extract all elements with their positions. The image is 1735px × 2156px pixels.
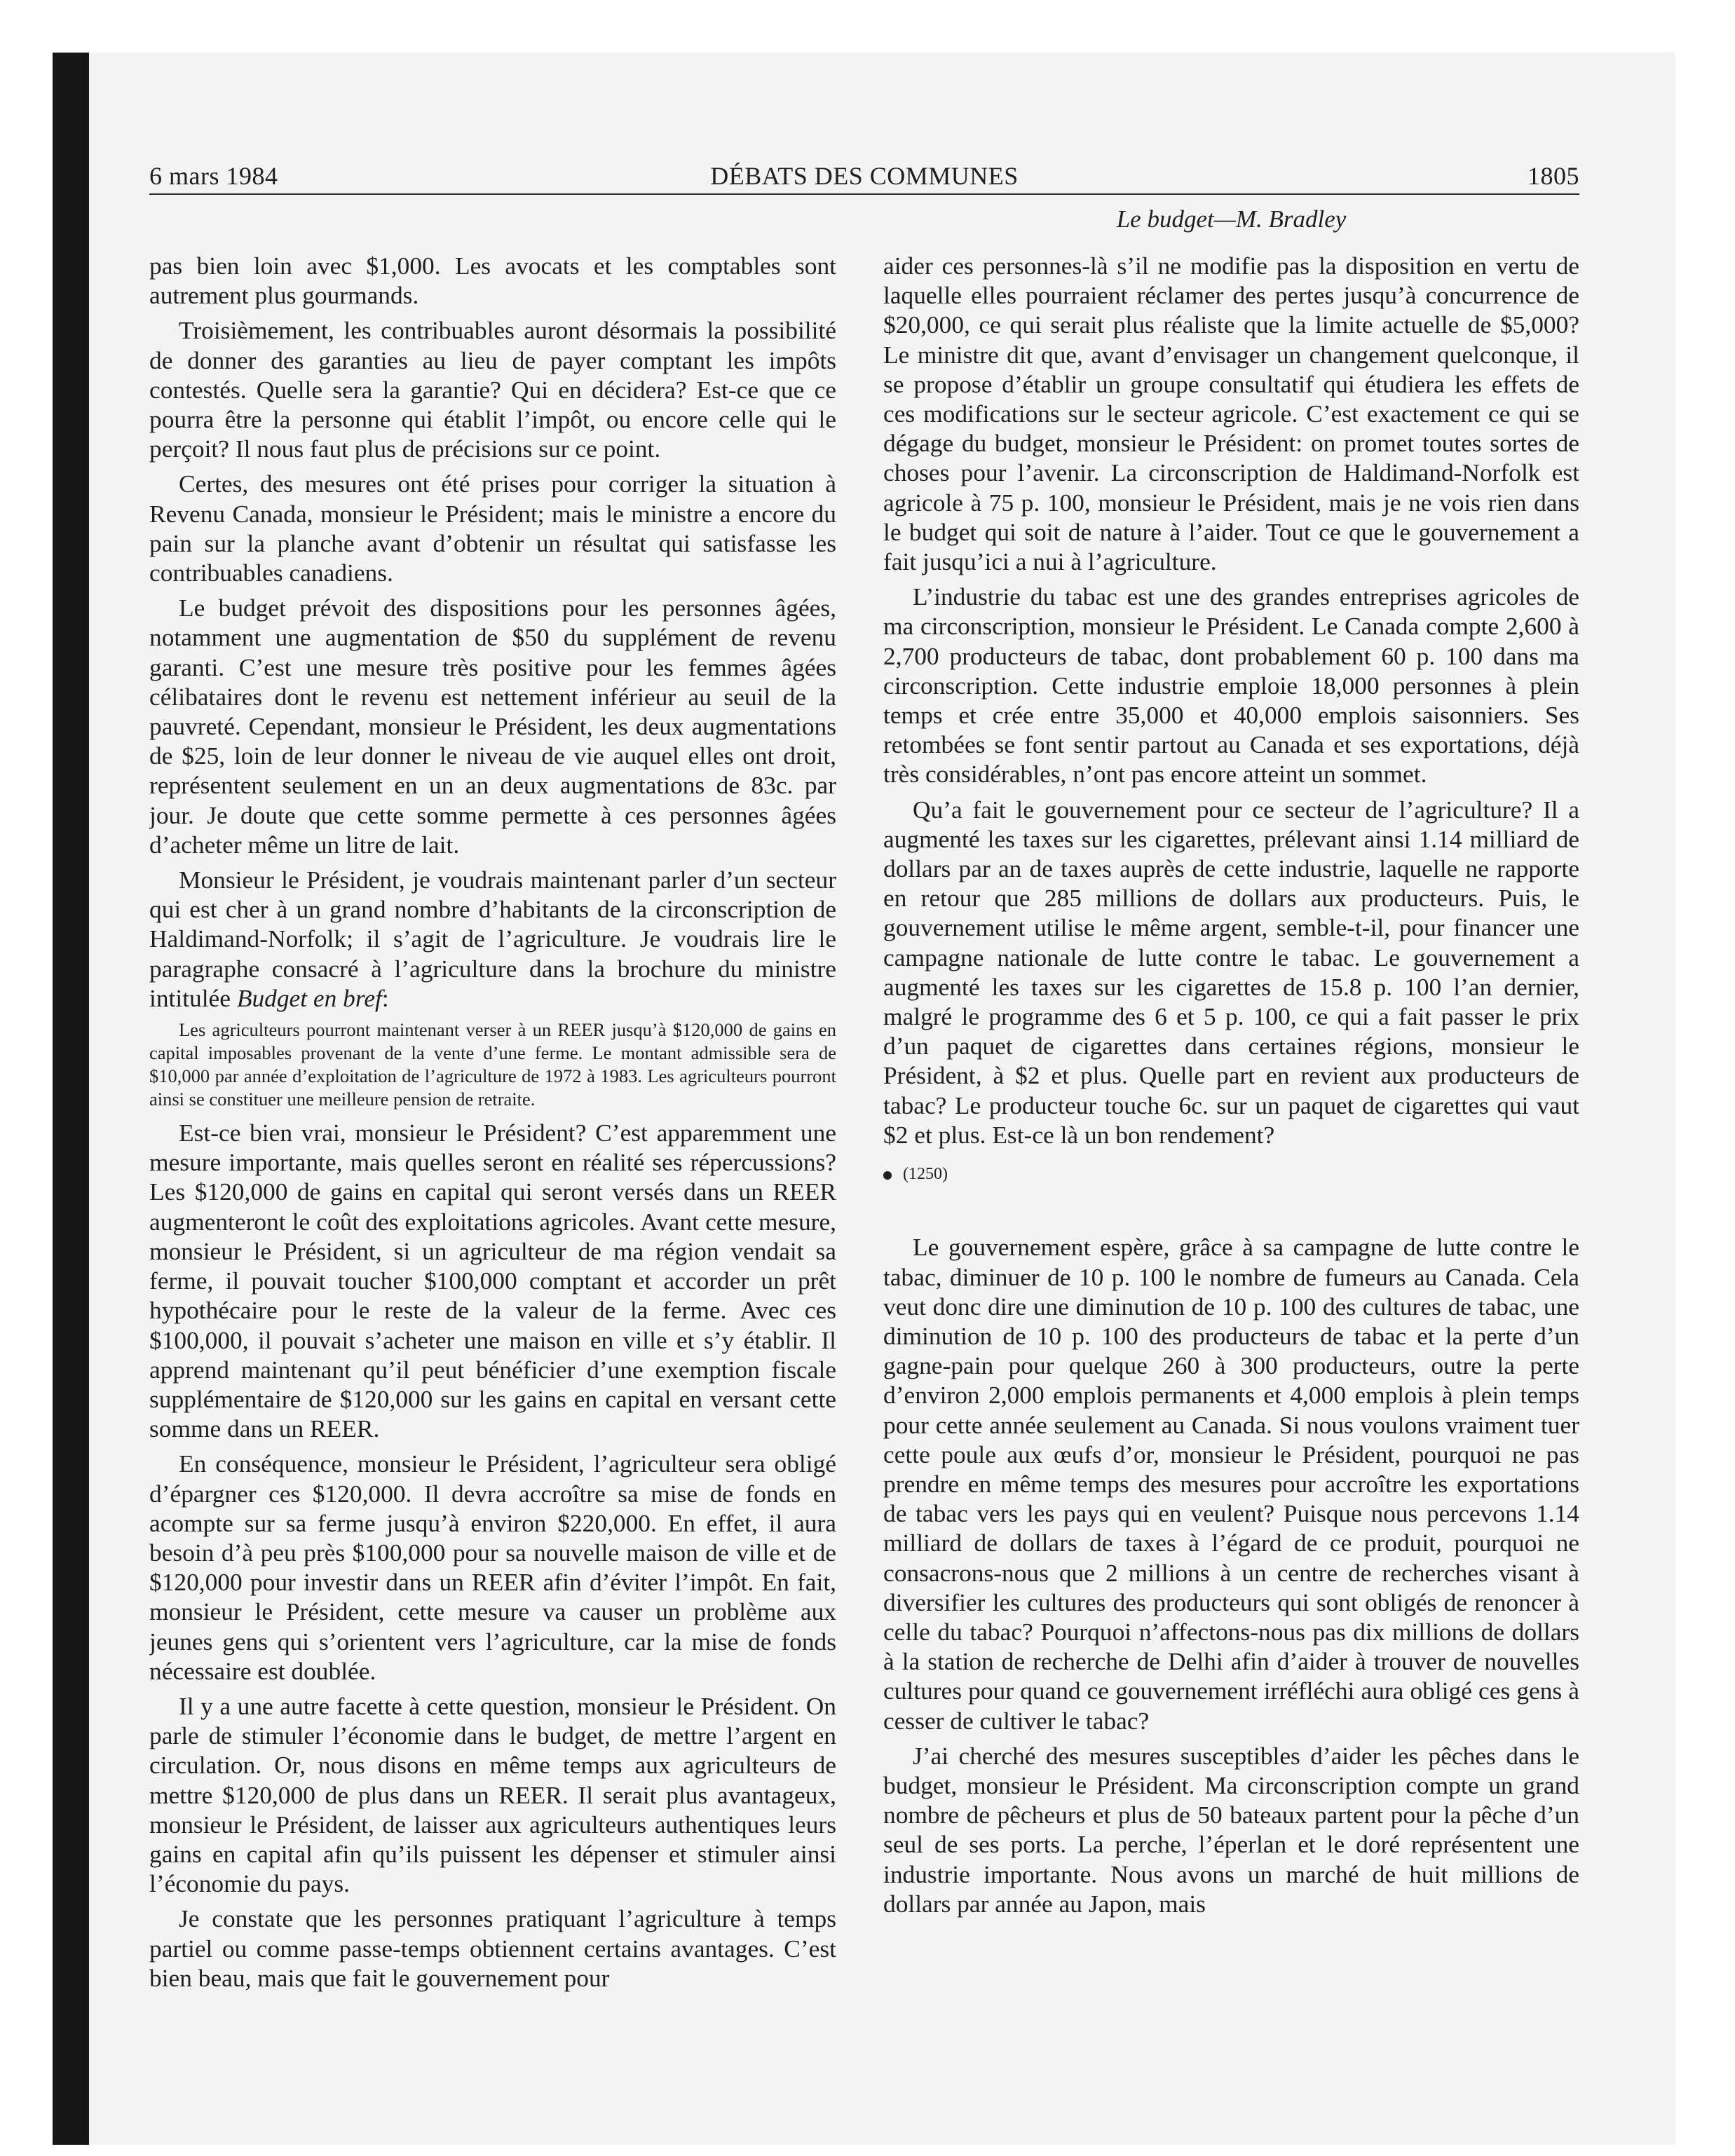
paragraph: Est-ce bien vrai, monsieur le Président? C’est apparemment une mesure importante, mais quelles seront en réalité ses répercussions? Les $120,000 de gains en capital qui seront versés dans un REER augmenteront le coût des exploitations agricoles. Avant cette mesure, monsieur le Président, si un agriculteur de ma région vendait sa ferme, il pouvait toucher $100,000 comptant et accorder un prêt hypothécaire pour le reste de la valeur de la ferme. Avec ces $100,000, il pouvait s’acheter une maison en ville et s’y établir. Il apprend maintenant qu’il peut bénéficier d’une exemption fiscale supplémentaire de $120,000 sur les gains en capital en versant cette somme dans un REER. [149,1119,836,1443]
header-date: 6 mars 1984 [149,162,278,190]
paragraph-text: Monsieur le Président, je voudrais maintenant parler d’un secteur qui est cher à un grand nombre d’habitants de la circonscription de Haldimand-Norfolk; il s’agit de l’agriculture. Je voudrais lire le paragraphe consacré à l’agriculture dans la brochure du ministre intitulée [149,866,836,1012]
block-quote: Les agriculteurs pourront maintenant verser à un REER jusqu’à $120,000 de gains en capital imposables provenant de la vente d’une ferme. Le montant admissible sera de $10,000 par année d’exploitation de l’agriculture de 1972 à 1983. Les agriculteurs pourront ainsi se constituer une meilleure pension de retraite. [149,1019,836,1110]
paragraph [149,865,836,1013]
right-column [883,251,1579,2094]
paragraph: Il y a une autre facette à cette question, monsieur le Président. On parle de stimuler l’économie dans le budget, de mettre l’argent en circulation. Or, nous disons en même temps aux agriculteurs de mettre $120,000 de plus dans un REER. Il serait plus avantageux, monsieur le Président, de laisser aux agriculteurs authentiques leurs gains en capital afin qu’ils puissent les dépenser et stimuler ainsi l’économie du pays. [149,1691,836,1898]
scan-binding-edge [53,53,89,2145]
page-header [149,157,1579,195]
left-column [149,251,836,2094]
bullet-dot-icon [883,1171,892,1180]
header-page-number: 1805 [1528,162,1579,190]
paragraph: Qu’a fait le gouvernement pour ce secteur de l’agriculture? Il a augmenté les taxes sur les cigarettes, prélevant ainsi 1.14 milliard de dollars par an de taxes auprès de cette industrie, laquelle ne rapporte en retour que 285 millions de dollars aux producteurs. Puis, le gouvernement utilise le même argent, semble-t-il, pour financer une campagne nationale de lutte contre le tabac. Le gouvernement a augmenté les taxes sur les cigarettes de 15.8 p. 100 l’an dernier, malgré le programme des 6 et 5 p. 100, ce qui a fait passer le prix d’un paquet de cigarettes dans certaines régions, monsieur le Président, à $2 et plus. Quelle part en revient aux producteurs de tabac? Le producteur touche 6c. sur un paquet de cigarettes qui vaut $2 et plus. Est-ce là un bon rendement? [883,795,1579,1149]
running-head: Le budget—M. Bradley [1116,205,1347,233]
time-marker [883,1159,1579,1189]
paragraph: Le budget prévoit des dispositions pour les personnes âgées, notamment une augmentation de $50 du supplément de revenu garanti. C’est une mesure très positive pour les femmes âgées célibataires dont le revenu est nettement inférieur au seuil de la pauvreté. Cependant, monsieur le Président, les deux augmentations de $25, loin de leur donner le niveau de vie auquel elles ont droit, représentent seulement en un an deux augmentations de 83c. par jour. Je doute que cette somme permette à ces personnes âgées d’acheter même un litre de lait. [149,594,836,859]
header-title: DÉBATS DES COMMUNES [710,162,1019,190]
paragraph: L’industrie du tabac est une des grandes entreprises agricoles de ma circonscription, monsieur le Président. Le Canada compte 2,600 à 2,700 producteurs de tabac, dont probablement 60 p. 100 dans ma circonscription. Cette industrie emploie 18,000 personnes à plein temps et crée entre 35,000 et 40,000 emplois saisonniers. Ses retombées se font sentir partout au Canada et ses exportations, déjà très considérables, n’ont pas encore atteint un sommet. [883,582,1579,789]
brochure-title: Budget en bref [236,983,382,1012]
paragraph: Certes, des mesures ont été prises pour corriger la situation à Revenu Canada, monsieur le Président; mais le ministre a encore du pain sur la planche avant d’obtenir un résultat qui satisfasse les contribuables canadiens. [149,470,836,587]
paragraph: J’ai cherché des mesures susceptibles d’aider les pêches dans le budget, monsieur le Président. Ma circonscription compte un grand nombre de pêcheurs et plus de 50 bateaux partent pour la pêche d’un seul de ses ports. La perche, l’éperlan et le doré représentent une industrie importante. Nous avons un marché de huit millions de dollars par année au Japon, mais [883,1741,1579,1918]
paragraph: Troisièmement, les contribuables auront désormais la possibilité de donner des garanties au lieu de payer comptant les impôts contestés. Quelle sera la garantie? Qui en décidera? Est-ce que ce pourra être la personne qui établit l’impôt, ou encore celle qui le perçoit? Il nous faut plus de précisions sur ce point. [149,316,836,463]
paragraph: Je constate que les personnes pratiquant l’agriculture à temps partiel ou comme passe-temps obtiennent certains avantages. C’est bien beau, mais que fait le gouvernement pour [149,1904,836,1992]
paragraph: En conséquence, monsieur le Président, l’agriculteur sera obligé d’épargner ces $120,000. Il devra accroître sa mise de fonds en acompte sur sa ferme jusqu’à environ $220,000. En effet, il aura besoin d’à peu près $100,000 pour sa nouvelle maison de ville et de $120,000 pour investir dans un REER afin d’éviter l’impôt. En fait, monsieur le Président, cette mesure va causer un problème aux jeunes gens qui s’orientent vers l’agriculture, car la mise de fonds nécessaire est doublée. [149,1449,836,1685]
paragraph: aider ces personnes-là s’il ne modifie pas la disposition en vertu de laquelle elles pourraient réclamer des pertes jusqu’à concurrence de $20,000, ce qui serait plus réaliste que la limite actuelle de $5,000? Le ministre dit que, avant d’envisager un changement quelconque, il se propose d’établir un groupe consultatif qui étudiera les effets de ces modifications sur le secteur agricole. C’est exactement ce qui se dégage du budget, monsieur le Président: on promet toutes sortes de choses pour l’avenir. La circonscription de Haldimand-Norfolk est agricole à 75 p. 100, monsieur le Président, mais je ne vois rien dans le budget qui soit de nature à l’aider. Tout ce que le gouvernement a fait jusqu’ici a nui à l’agriculture. [883,252,1579,576]
paragraph-punctuation: : [381,983,389,1012]
paragraph: pas bien loin avec $1,000. Les avocats et les comptables sont autrement plus gourmands. [149,252,836,310]
time-marker-text: (1250) [903,1165,948,1184]
paragraph: Le gouvernement espère, grâce à sa campagne de lutte contre le tabac, diminuer de 10 p. 100 le nombre de fumeurs au Canada. Cela veut donc dire une diminution de 10 p. 100 des cultures de tabac, une diminution de 10 p. 100 des producteurs de tabac et la perte d’un gagne-pain pour quelque 260 à 300 producteurs, outre la perte d’environ 2,000 emplois permanents et 4,000 emplois à plein temps pour cette année seulement au Canada. Si nous voulons vraiment tuer cette poule aux œufs d’or, monsieur le Président, pourquoi ne pas prendre en même temps des mesures pour accroître les exportations de tabac vers les pays qui en veulent? Puisque nous percevons 1.14 milliard de dollars de taxes à l’égard de ce produit, pourquoi ne consacrons-nous que 2 millions à un centre de recherches visant à diversifier les cultures des producteurs qui sont obligés de renoncer à celle du tabac? Pourquoi n’affectons-nous pas dix millions de dollars à la station de recherche de Delhi afin d’aider à trouver de nouvelles cultures pour quand ce gouvernement irréfléchi aura obligé ces gens à cesser de cultiver le tabac? [883,1233,1579,1735]
